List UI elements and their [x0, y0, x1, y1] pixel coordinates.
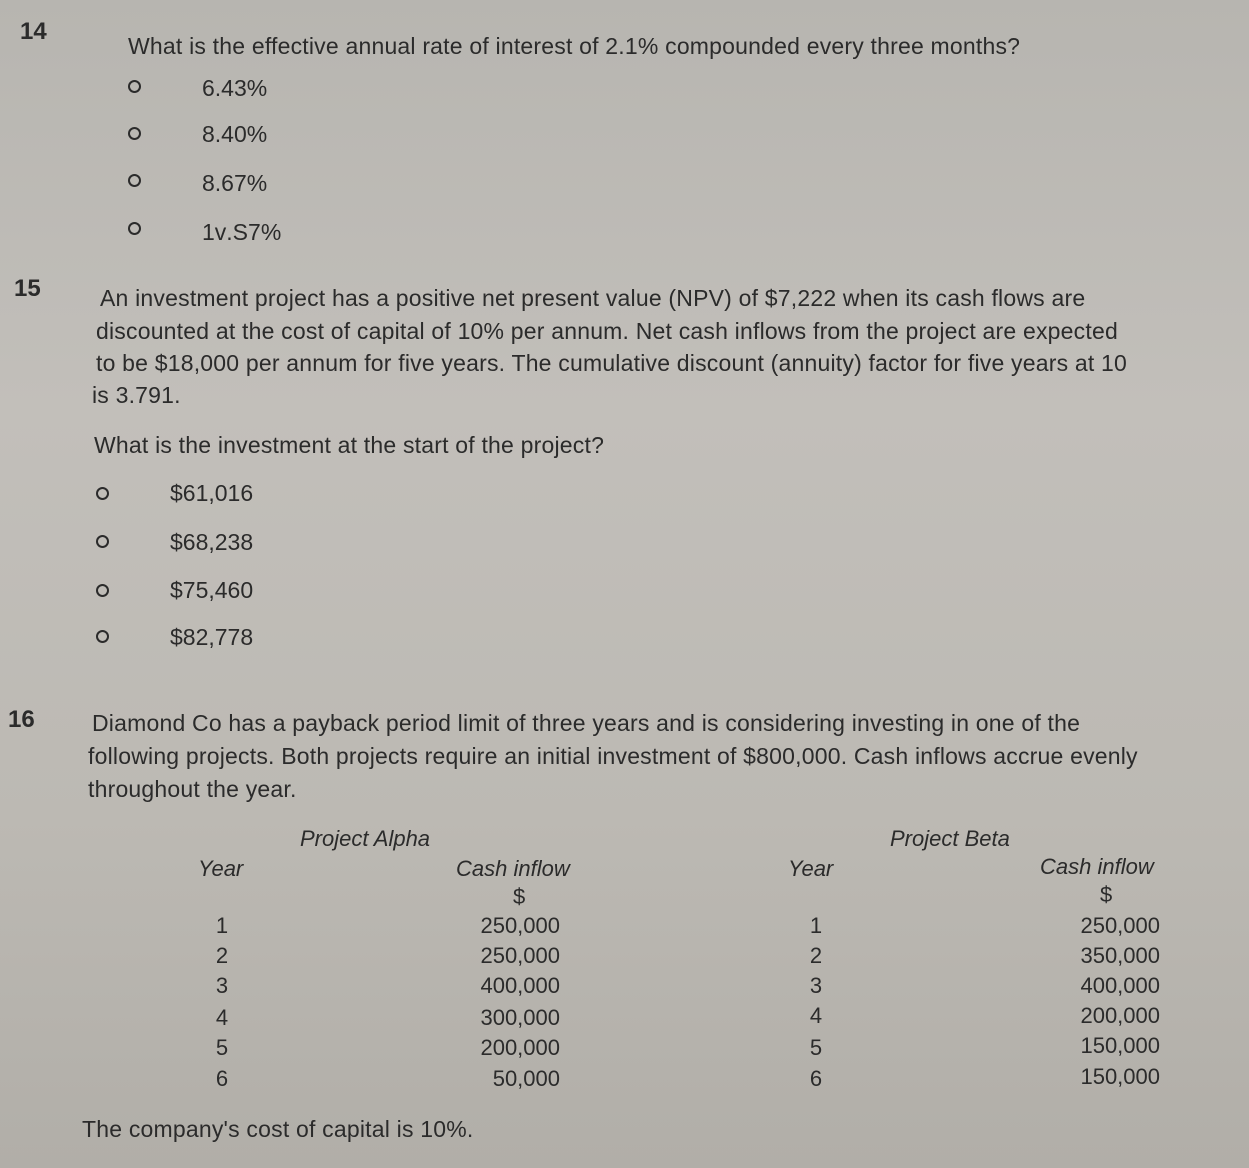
year-cell: 1	[809, 913, 823, 938]
year-cell: 5	[809, 1035, 823, 1060]
year-cell: 2	[809, 943, 823, 968]
year-cell: 3	[215, 973, 229, 998]
year-cell: 4	[215, 1005, 229, 1030]
year-header: Year	[788, 856, 834, 881]
currency-unit: $	[1100, 882, 1113, 907]
option-label: $61,016	[170, 480, 254, 506]
question-text-line: following projects. Both projects require an initial investment of $800,000. Cash inflows accrue evenly	[88, 743, 1138, 769]
question-text-line: discounted at the cost of capital of 10% per annum. Net cash inflows from the project are expected	[96, 318, 1118, 344]
inflow-cell: 50,000	[492, 1066, 560, 1091]
year-cell: 1	[215, 913, 229, 938]
question-text-line: An investment project has a positive net present value (NPV) of $7,222 when its cash flows are	[100, 285, 1086, 311]
year-cell: 4	[809, 1003, 823, 1028]
question-text: What is the effective annual rate of interest of 2.1% compounded every three months?	[128, 33, 1021, 59]
question-number: 15	[14, 275, 41, 302]
year-cell: 6	[809, 1066, 823, 1091]
option-label: $68,238	[170, 529, 254, 555]
radio-button[interactable]	[128, 222, 141, 235]
radio-button[interactable]	[128, 80, 141, 93]
radio-button[interactable]	[96, 630, 109, 643]
year-cell: 5	[215, 1035, 229, 1060]
inflow-cell: 250,000	[480, 913, 560, 938]
inflow-cell: 200,000	[480, 1035, 560, 1060]
currency-unit: $	[513, 884, 526, 909]
cash-inflow-header: Cash inflow	[456, 856, 570, 881]
radio-button[interactable]	[96, 584, 109, 597]
question-text-line: to be $18,000 per annum for five years. The cumulative discount (annuity) factor for five years at 10	[96, 350, 1128, 376]
option-label: $75,460	[170, 577, 254, 603]
year-cell: 2	[215, 943, 229, 968]
option-label: $82,778	[170, 624, 254, 650]
inflow-cell: 250,000	[1080, 913, 1160, 938]
inflow-cell: 300,000	[480, 1005, 560, 1030]
question-text-line: Diamond Co has a payback period limit of three years and is considering investing in one of the	[92, 710, 1081, 736]
inflow-cell: 350,000	[1080, 943, 1160, 968]
year-cell: 6	[215, 1066, 229, 1091]
inflow-cell: 400,000	[480, 973, 560, 998]
radio-button[interactable]	[128, 127, 141, 140]
inflow-cell: 150,000	[1080, 1033, 1160, 1058]
question-number: 16	[8, 706, 35, 733]
year-header: Year	[198, 856, 244, 881]
option-label: 8.40%	[202, 121, 268, 147]
inflow-cell: 400,000	[1080, 973, 1160, 998]
question-prompt: What is the investment at the start of the project?	[94, 432, 605, 458]
radio-button[interactable]	[96, 535, 109, 548]
cash-inflow-header: Cash inflow	[1040, 854, 1154, 879]
table-title: Project Alpha	[300, 826, 431, 851]
option-label: 1ᴠ.S7%	[202, 219, 282, 245]
inflow-cell: 150,000	[1080, 1064, 1160, 1089]
question-text-line: throughout the year.	[88, 776, 297, 802]
option-label: 6.43%	[202, 75, 268, 101]
year-cell: 3	[809, 973, 823, 998]
inflow-cell: 250,000	[480, 943, 560, 968]
option-label: 8.67%	[202, 170, 268, 196]
radio-button[interactable]	[128, 174, 141, 187]
question-text-line: is 3.791.	[92, 382, 181, 408]
radio-button[interactable]	[96, 487, 109, 500]
table-title: Project Beta	[890, 826, 1010, 851]
cost-of-capital-note: The company's cost of capital is 10%.	[82, 1116, 474, 1142]
question-number: 14	[20, 18, 47, 45]
inflow-cell: 200,000	[1080, 1003, 1160, 1028]
